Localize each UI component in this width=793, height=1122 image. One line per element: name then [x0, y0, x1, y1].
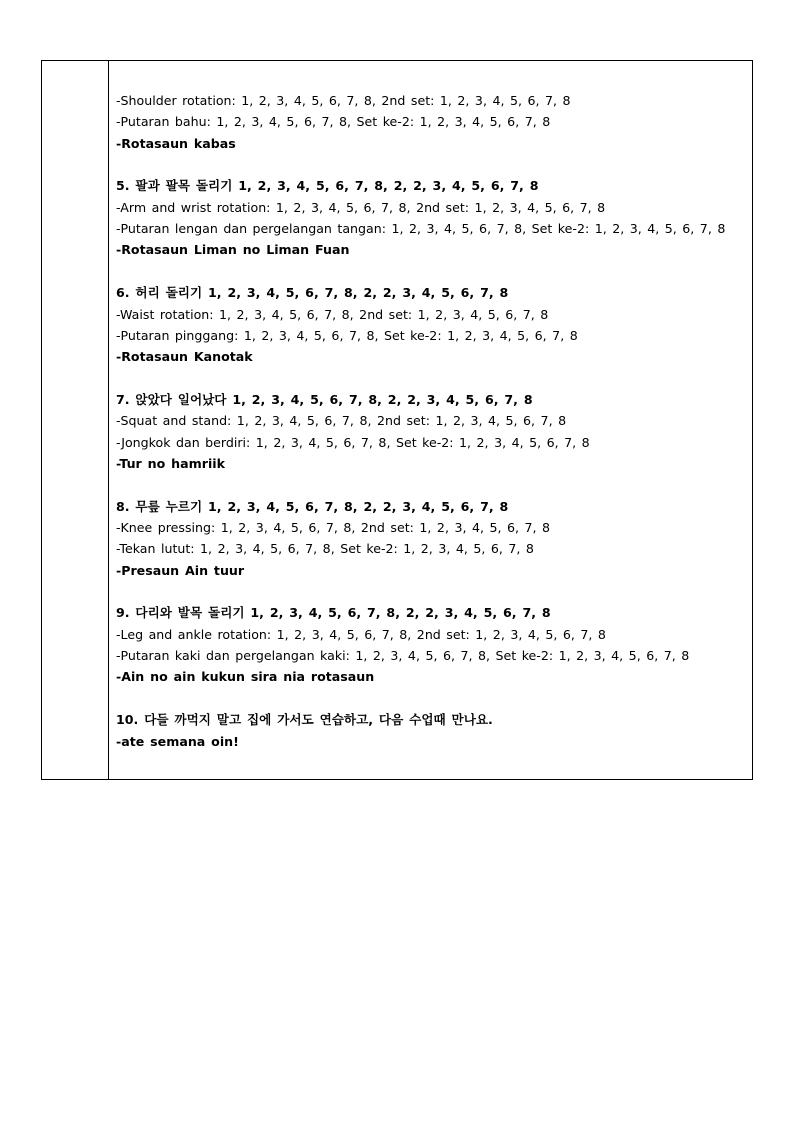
text-line: -Putaran pinggang: 1, 2, 3, 4, 5, 6, 7, 8, Set ke-2: 1, 2, 3, 4, 5, 6, 7, 8: [116, 327, 578, 343]
text-line: 5. 팔과 팔목 돌리기 1, 2, 3, 4, 5, 6, 7, 8, 2, 2, 3, 4, 5, 6, 7, 8: [116, 178, 539, 194]
text-line: -Tekan lutut: 1, 2, 3, 4, 5, 6, 7, 8, Set ke-2: 1, 2, 3, 4, 5, 6, 7, 8: [116, 541, 534, 557]
text-line: 6. 허리 돌리기 1, 2, 3, 4, 5, 6, 7, 8, 2, 2, 3, 4, 5, 6, 7, 8: [116, 285, 509, 301]
table-left-cell: [42, 61, 109, 779]
text-line: -Shoulder rotation: 1, 2, 3, 4, 5, 6, 7, 8, 2nd set: 1, 2, 3, 4, 5, 6, 7, 8: [116, 93, 571, 108]
text-line: -Rotasaun Kanotak: [116, 349, 253, 365]
text-line: -Rotasaun kabas: [116, 135, 236, 151]
text-line: -Putaran bahu: 1, 2, 3, 4, 5, 6, 7, 8, Set ke-2: 1, 2, 3, 4, 5, 6, 7, 8: [116, 114, 551, 130]
text-line: -Ain no ain kukun sira nia rotasaun: [116, 669, 375, 685]
text-line: 8. 무릎 누르기 1, 2, 3, 4, 5, 6, 7, 8, 2, 2, 3, 4, 5, 6, 7, 8: [116, 498, 509, 514]
table-content-cell: [109, 61, 752, 779]
document-table: [41, 60, 753, 780]
text-line: -Leg and ankle rotation: 1, 2, 3, 4, 5, 6, 7, 8, 2nd set: 1, 2, 3, 4, 5, 6, 7, 8: [116, 626, 606, 642]
text-line: -Knee pressing: 1, 2, 3, 4, 5, 6, 7, 8, 2nd set: 1, 2, 3, 4, 5, 6, 7, 8: [116, 520, 551, 535]
text-line: 10. 다들 까먹지 말고 집에 가서도 연습하고, 다음 수업때 만나요.: [116, 712, 493, 728]
text-line: 9. 다리와 발목 돌리기 1, 2, 3, 4, 5, 6, 7, 8, 2, 2, 3, 4, 5, 6, 7, 8: [116, 605, 551, 621]
text-line: -Rotasaun Liman no Liman Fuan: [116, 242, 350, 258]
text-line: -Putaran lengan dan pergelangan tangan: 1, 2, 3, 4, 5, 6, 7, 8, Set ke-2: 1, 2, 3, 4, 5, 6, 7, 8: [116, 221, 726, 237]
text-line: -Tur no hamriik: [116, 455, 225, 471]
text-line: -ate semana oin!: [116, 733, 239, 749]
text-line: -Arm and wrist rotation: 1, 2, 3, 4, 5, 6, 7, 8, 2nd set: 1, 2, 3, 4, 5, 6, 7, 8: [116, 199, 606, 215]
text-line: -Putaran kaki dan pergelangan kaki: 1, 2, 3, 4, 5, 6, 7, 8, Set ke-2: 1, 2, 3, 4, 5, 6, 7, 8: [116, 648, 690, 664]
text-line: 7. 앉았다 일어났다 1, 2, 3, 4, 5, 6, 7, 8, 2, 2, 3, 4, 5, 6, 7, 8: [116, 391, 533, 407]
text-line: -Presaun Ain tuur: [116, 562, 245, 578]
text-line: -Squat and stand: 1, 2, 3, 4, 5, 6, 7, 8, 2nd set: 1, 2, 3, 4, 5, 6, 7, 8: [116, 413, 567, 429]
text-line: -Waist rotation: 1, 2, 3, 4, 5, 6, 7, 8, 2nd set: 1, 2, 3, 4, 5, 6, 7, 8: [116, 306, 549, 322]
text-line: -Jongkok dan berdiri: 1, 2, 3, 4, 5, 6, 7, 8, Set ke-2: 1, 2, 3, 4, 5, 6, 7, 8: [116, 434, 590, 450]
